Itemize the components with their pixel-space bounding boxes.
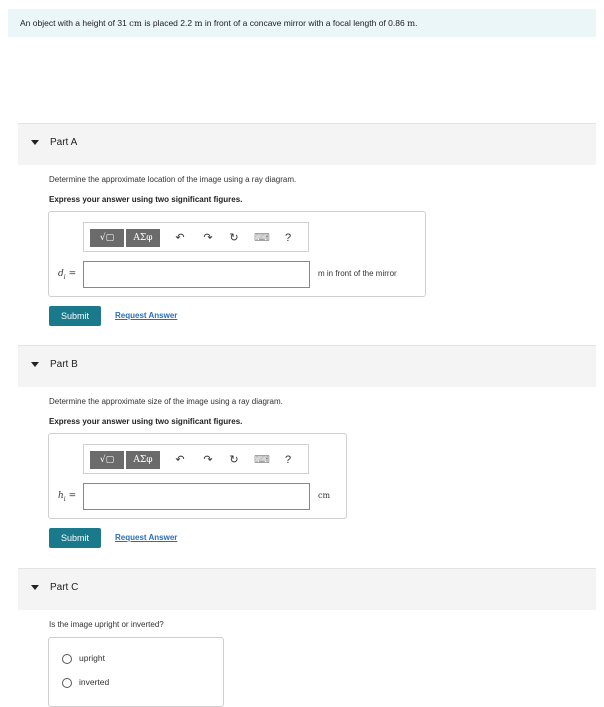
collapse-caret-icon[interactable]	[31, 140, 39, 145]
part-c-instruction: Is the image upright or inverted?	[49, 620, 164, 629]
part-a-header[interactable]	[18, 123, 596, 165]
collapse-caret-icon[interactable]	[31, 362, 39, 367]
help-icon[interactable]: ?	[284, 232, 292, 244]
part-b-answer-input[interactable]	[83, 483, 310, 510]
variable-symbol: h	[58, 491, 64, 501]
variable-subscript: i	[63, 495, 66, 503]
greek-symbols-button[interactable]: ΑΣφ	[126, 229, 160, 247]
keyboard-icon[interactable]: ⌨	[254, 454, 270, 466]
help-icon[interactable]: ?	[284, 454, 292, 466]
keyboard-icon[interactable]: ⌨	[254, 232, 270, 244]
undo-icon[interactable]: ↶	[175, 232, 185, 244]
reset-icon[interactable]: ↻	[229, 454, 239, 466]
math-toolbar	[83, 444, 309, 474]
math-toolbar	[83, 222, 309, 252]
part-b-instruction: Determine the approximate size of the image using a ray diagram.	[49, 397, 283, 406]
part-a-request-answer-link[interactable]: Request Answer	[115, 311, 178, 320]
undo-icon[interactable]: ↶	[175, 454, 185, 466]
templates-button[interactable]: √▢	[90, 229, 124, 247]
choice-label: upright	[79, 653, 105, 663]
templates-button[interactable]: √▢	[90, 451, 124, 469]
part-a-answer-box	[48, 211, 426, 297]
part-a-unit: m in front of the mirror	[318, 269, 397, 278]
part-c-header[interactable]	[18, 568, 596, 610]
problem-text-4: .	[415, 18, 418, 28]
problem-text-1: An object with a height of 31	[20, 18, 130, 28]
greek-symbols-button[interactable]: ΑΣφ	[126, 451, 160, 469]
part-a-hint: Express your answer using two significant figures.	[49, 195, 243, 204]
equals-sign: =	[68, 269, 77, 279]
part-b-unit: cm	[318, 491, 331, 500]
equals-sign: =	[68, 491, 77, 501]
variable-subscript: i	[63, 273, 66, 281]
redo-icon[interactable]: ↷	[203, 232, 213, 244]
unit-m: m	[194, 19, 203, 29]
variable-label	[58, 491, 76, 503]
part-c-title: Part C	[50, 582, 79, 593]
radio-button[interactable]	[62, 678, 72, 688]
radio-button[interactable]	[62, 654, 72, 664]
choice-label: inverted	[79, 677, 110, 687]
part-b-submit-button[interactable]: Submit	[49, 528, 101, 548]
problem-statement	[8, 9, 596, 37]
part-a-answer-input[interactable]	[83, 261, 310, 288]
redo-icon[interactable]: ↷	[203, 454, 213, 466]
part-b-answer-box	[48, 433, 347, 519]
variable-label	[58, 269, 76, 281]
problem-text-3: in front of a concave mirror with a focal length of 0.86	[202, 18, 408, 28]
part-a-title: Part A	[50, 137, 78, 148]
variable-symbol: d	[58, 269, 64, 279]
reset-icon[interactable]: ↻	[229, 232, 239, 244]
collapse-caret-icon[interactable]	[31, 585, 39, 590]
part-b-title: Part B	[50, 359, 78, 370]
unit-m-2: m	[407, 19, 416, 29]
part-c-choices-box	[48, 637, 224, 707]
part-b-header[interactable]	[18, 345, 596, 387]
part-a-submit-button[interactable]: Submit	[49, 306, 101, 326]
part-b-request-answer-link[interactable]: Request Answer	[115, 533, 178, 542]
problem-text-2: is placed 2.2	[141, 18, 195, 28]
unit-cm: cm	[129, 19, 142, 29]
part-b-hint: Express your answer using two significant figures.	[49, 417, 243, 426]
part-a-instruction: Determine the approximate location of the image using a ray diagram.	[49, 175, 297, 184]
